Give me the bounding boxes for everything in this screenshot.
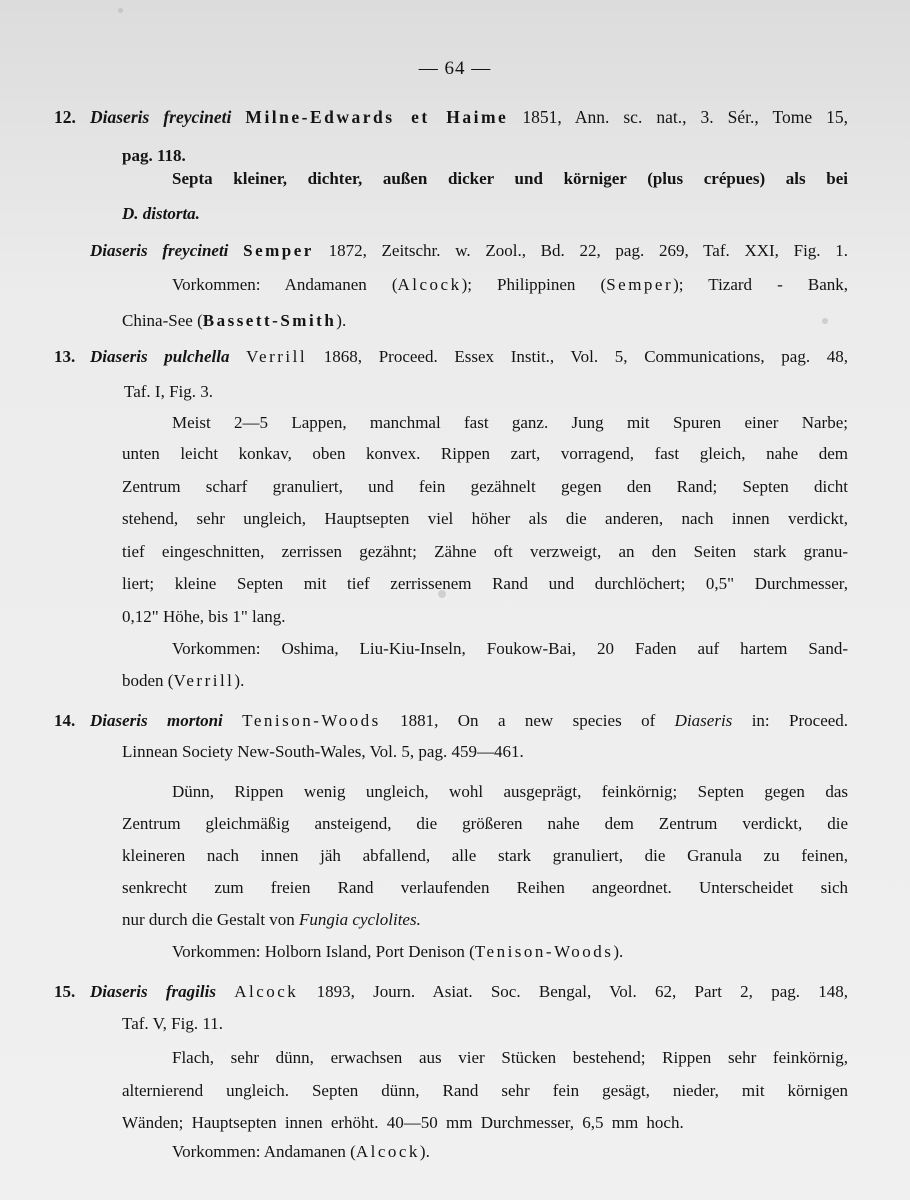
- entry-number: 12.: [54, 107, 76, 127]
- entry-14-header: [54, 710, 848, 732]
- author-name: Milne-Edwards et Haime: [245, 107, 509, 127]
- entry-14-line: senkrecht zum freien Rand verlaufenden Reihen angeordnet. Unterscheidet sich: [122, 878, 848, 897]
- occurrence-text: Vorkommen: Holborn Island, Port Denison (: [172, 942, 475, 961]
- citation-text: 1872, Zeitschr. w. Zool., Bd. 22, pag. 269, Taf. XXI, Fig. 1.: [328, 241, 849, 260]
- author-name: Verrill: [173, 671, 235, 690]
- species-name: Diaseris freycineti: [90, 241, 229, 260]
- citation-text: 1851, Ann. sc. nat., 3. Sér., Tome 15,: [522, 107, 849, 127]
- entry-14-line: Dünn, Rippen wenig ungleich, wohl ausgeprägt, feinkörnig; Septen gegen das: [172, 782, 848, 801]
- entry-14-line: kleineren nach innen jäh abfallend, alle stark granuliert, die Granula zu feinen,: [122, 846, 848, 865]
- citation-text: in: Proceed.: [751, 711, 849, 730]
- species-name: Diaseris fragilis: [90, 982, 216, 1001]
- entry-13-line: Taf. I, Fig. 3.: [124, 382, 213, 401]
- entry-12-header: [54, 106, 848, 128]
- occurrence-text: ); Tizard - Bank,: [673, 275, 848, 294]
- genus-reference: Diaseris: [674, 711, 733, 730]
- entry-15-line: [172, 1141, 430, 1163]
- citation-text: 1881, On a new species of: [400, 711, 656, 730]
- paper-stain: [822, 318, 828, 324]
- entry-15-line: Taf. V, Fig. 11.: [122, 1014, 223, 1033]
- citation-text: 1893, Journ. Asiat. Soc. Bengal, Vol. 62, Part 2, pag. 148,: [316, 982, 849, 1001]
- entry-13-line: tief eingeschnitten, zerrissen gezähnt; Zähne oft verzweigt, an den Seiten stark granu-: [122, 542, 848, 561]
- entry-number: 15.: [54, 982, 76, 1001]
- entry-14-line: [172, 941, 623, 963]
- entry-12-line: [122, 310, 346, 332]
- author-name: Alcock: [355, 1142, 420, 1161]
- occurrence-text: Vorkommen: Andamanen (: [172, 275, 398, 294]
- occurrence-text: boden (: [122, 671, 174, 690]
- occurrence-text: China-See (: [122, 311, 203, 330]
- author-name: Alcock: [234, 982, 299, 1001]
- entry-15-line: alternierend ungleich. Septen dünn, Rand sehr fein gesägt, nieder, mit körnigen: [122, 1081, 848, 1100]
- entry-13-line: liert; kleine Septen mit tief zerrissenem Rand und durchlöchert; 0,5" Durchmesser,: [122, 574, 848, 593]
- paper-stain: [118, 8, 123, 13]
- entry-13-line: Meist 2—5 Lappen, manchmal fast ganz. Jung mit Spuren einer Narbe;: [172, 413, 848, 432]
- author-name: Tenison-Woods: [474, 942, 614, 961]
- occurrence-text: Vorkommen: Andamanen (: [172, 1142, 356, 1161]
- entry-12-line: pag. 118.: [122, 146, 186, 165]
- entry-13-line: stehend, sehr ungleich, Hauptsepten viel höher als die anderen, nach innen verdickt,: [122, 509, 848, 528]
- occurrence-text: ); Philippinen (: [461, 275, 607, 294]
- author-name: Semper: [243, 241, 314, 260]
- entry-12-line: [90, 240, 848, 262]
- text: nur durch die Gestalt von: [122, 910, 295, 929]
- page-number: — 64 —: [418, 58, 492, 79]
- entry-13-line: unten leicht konkav, oben konvex. Rippen zart, vorragend, fast gleich, nahe dem: [122, 444, 848, 463]
- occurrence-text: ).: [419, 1142, 430, 1161]
- entry-12-line: Septa kleiner, dichter, außen dicker und körniger (plus crépues) als bei: [172, 169, 848, 188]
- entry-14-line: [122, 909, 421, 931]
- entry-13-line: [122, 670, 244, 692]
- entry-15-line: Wänden; Hauptsepten innen erhöht. 40—50 mm Durchmesser, 6,5 mm hoch.: [122, 1113, 684, 1132]
- entry-12-line: [172, 274, 848, 296]
- author-name: Semper: [606, 275, 674, 294]
- entry-13-line: Vorkommen: Oshima, Liu-Kiu-Inseln, Foukow-Bai, 20 Faden auf hartem Sand-: [172, 639, 848, 658]
- author-name: Bassett-Smith: [202, 311, 337, 330]
- occurrence-text: ).: [234, 671, 245, 690]
- entry-13-line: Zentrum scharf granuliert, und fein gezähnelt gegen den Rand; Septen dicht: [122, 477, 848, 496]
- entry-15-line: Flach, sehr dünn, erwachsen aus vier Stücken bestehend; Rippen sehr feinkörnig,: [172, 1048, 848, 1067]
- occurrence-text: ).: [336, 311, 347, 330]
- entry-12-line: D. distorta.: [122, 204, 200, 223]
- author-name: Verrill: [246, 347, 308, 366]
- entry-number: 13.: [54, 347, 76, 366]
- citation-text: 1868, Proceed. Essex Instit., Vol. 5, Communications, pag. 48,: [323, 347, 849, 366]
- author-name: Alcock: [397, 275, 462, 294]
- entry-14-line: Zentrum gleichmäßig ansteigend, die größeren nahe dem Zentrum verdickt, die: [122, 814, 848, 833]
- species-name: Diaseris mortoni: [90, 711, 223, 730]
- entry-15-header: [54, 981, 848, 1003]
- entry-13-line: 0,12" Höhe, bis 1" lang.: [122, 607, 286, 626]
- entry-number: 14.: [54, 711, 76, 730]
- occurrence-text: ).: [613, 942, 624, 961]
- author-name: Tenison-Woods: [242, 711, 381, 730]
- species-reference: Fungia cyclolites.: [299, 910, 421, 929]
- entry-13-header: [54, 346, 848, 368]
- species-name: Diaseris pulchella: [90, 347, 230, 366]
- species-name: Diaseris freycineti: [90, 107, 232, 127]
- entry-14-line: Linnean Society New-South-Wales, Vol. 5, pag. 459—461.: [122, 742, 524, 761]
